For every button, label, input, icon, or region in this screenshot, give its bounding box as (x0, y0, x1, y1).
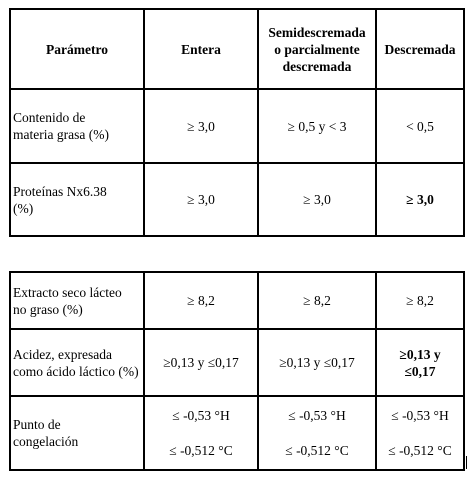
table-row-grasa (10, 89, 464, 163)
header-parametro: Parámetro (10, 9, 144, 89)
param-acidez-line-1: Acidez, expresada (13, 346, 112, 362)
header-descremada: Descremada (376, 9, 464, 89)
grasa-descremada: < 0,5 (376, 89, 464, 163)
acidez-descremada (376, 329, 464, 396)
acidez-descremada-line-2: ≤0,17 (404, 363, 436, 379)
header-semidescremada (258, 9, 376, 89)
congelacion-semi-line-1: ≤ -0,53 °H (288, 408, 346, 423)
milk-spec-table-bottom (9, 271, 465, 471)
param-proteinas-line-2: (%) (13, 200, 34, 216)
congelacion-semi (258, 396, 376, 470)
congelacion-entera-line-2: ≤ -0,512 °C (169, 443, 233, 458)
param-proteinas-line-1: Proteínas Nx6.38 (13, 183, 107, 199)
param-extracto (10, 272, 144, 329)
acidez-semi: ≥0,13 y ≤0,17 (258, 329, 376, 396)
congelacion-entera-line-1: ≤ -0,53 °H (172, 408, 230, 423)
param-grasa-line-2: materia grasa (%) (13, 127, 109, 142)
table-row-congelacion (10, 396, 464, 470)
proteinas-descremada: ≥ 3,0 (376, 163, 464, 236)
acidez-descremada-line-1: ≥0,13 y (399, 346, 441, 362)
header-semi-line-2: o parcialmente (274, 41, 360, 57)
param-congelacion-line-1: Punto de (13, 417, 61, 432)
grasa-semi: ≥ 0,5 y < 3 (258, 89, 376, 163)
proteinas-entera: ≥ 3,0 (144, 163, 258, 236)
extracto-entera: ≥ 8,2 (144, 272, 258, 329)
param-acidez-line-2: como ácido láctico (%) (13, 363, 139, 379)
congelacion-descremada (376, 396, 464, 470)
header-semi-line-3: descremada (282, 58, 352, 74)
param-congelacion (10, 396, 144, 470)
congelacion-entera (144, 396, 258, 470)
table-row-proteinas (10, 163, 464, 236)
param-acidez (10, 329, 144, 396)
header-semi-line-1: Semidescremada (268, 24, 366, 40)
param-grasa-line-1: Contenido de (13, 110, 86, 125)
grasa-entera: ≥ 3,0 (144, 89, 258, 163)
param-congelacion-line-2: congelación (13, 434, 79, 449)
congelacion-semi-gap (259, 424, 375, 442)
extracto-descremada: ≥ 8,2 (376, 272, 464, 329)
table-row-extracto (10, 272, 464, 329)
param-proteinas (10, 163, 144, 236)
scan-edge-mark (466, 456, 467, 469)
congelacion-entera-gap (145, 424, 257, 442)
param-extracto-line-2: no graso (%) (13, 301, 83, 317)
param-extracto-line-1: Extracto seco lácteo (13, 284, 122, 300)
table-header-row (10, 9, 464, 89)
congelacion-semi-line-2: ≤ -0,512 °C (285, 443, 349, 458)
table-row-acidez (10, 329, 464, 396)
extracto-semi: ≥ 8,2 (258, 272, 376, 329)
congelacion-descremada-line-1: ≤ -0,53 °H (391, 408, 449, 423)
proteinas-semi: ≥ 3,0 (258, 163, 376, 236)
congelacion-descremada-gap (377, 424, 463, 442)
congelacion-descremada-line-2: ≤ -0,512 °C (388, 443, 452, 458)
milk-spec-table-top (9, 8, 465, 237)
header-entera: Entera (144, 9, 258, 89)
param-grasa (10, 89, 144, 163)
acidez-entera: ≥0,13 y ≤0,17 (144, 329, 258, 396)
